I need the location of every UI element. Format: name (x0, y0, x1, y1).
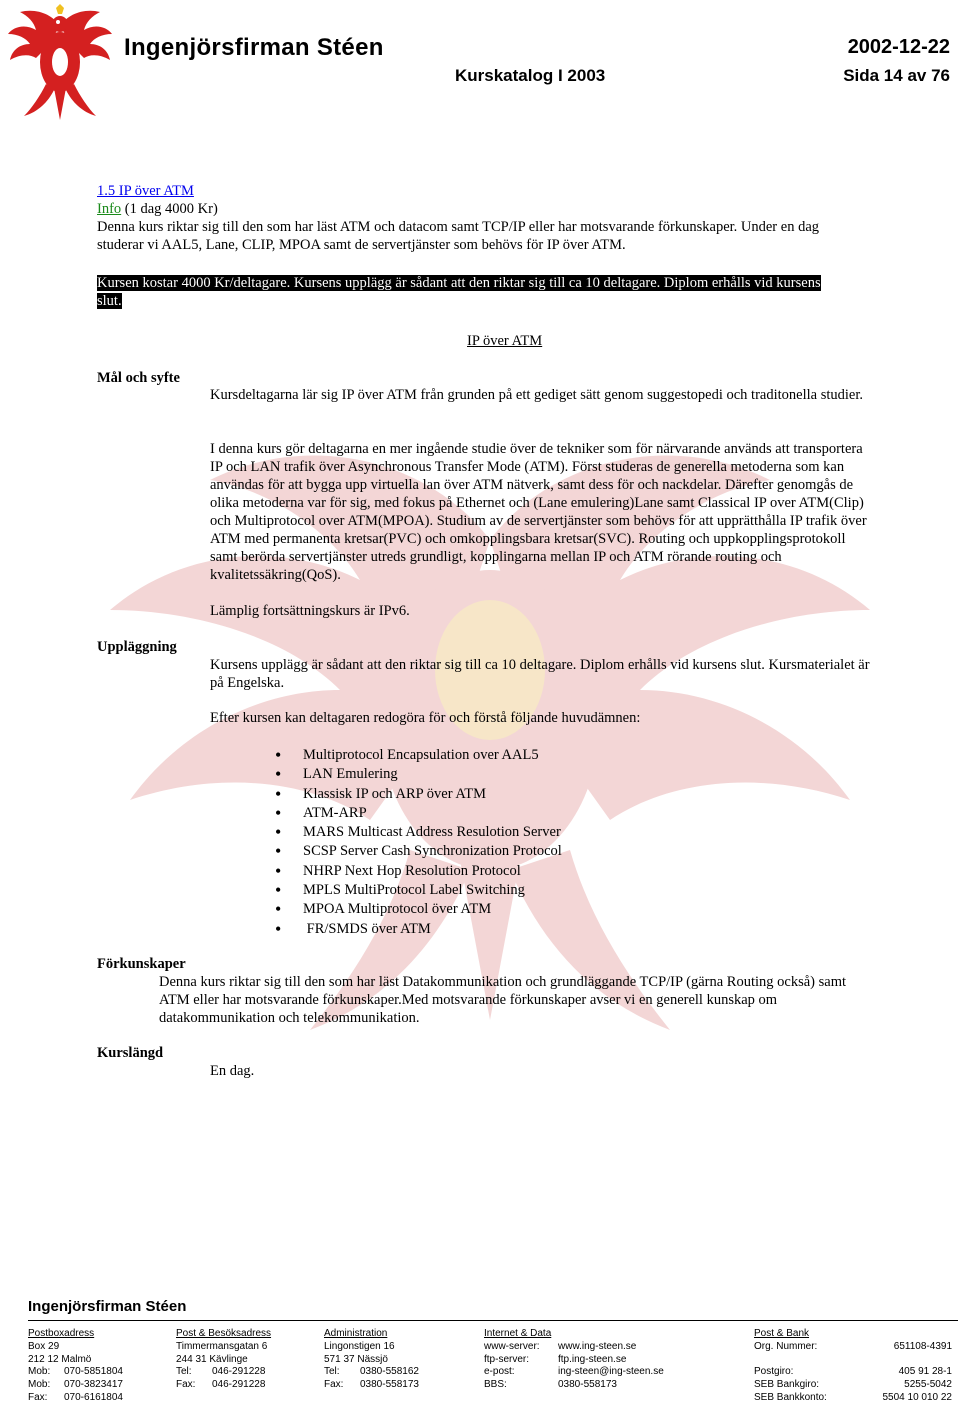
topics-list (275, 746, 562, 939)
header-date: 2002-12-22 (847, 36, 950, 58)
center-title: IP över ATM (467, 333, 543, 349)
footer-col-admin (324, 1328, 474, 1392)
footer-row: www-server: www.ing-steen.se (484, 1340, 637, 1352)
list-item: • Multiprotocol Encapsulation over AAL5 (275, 746, 562, 765)
course-title-link[interactable]: 1.5 IP över ATM (97, 183, 194, 199)
highlight-text-2: slut. (97, 293, 122, 309)
footer-row: e-post: ing-steen@ing-steen.se (484, 1366, 664, 1378)
footer-row: BBS: 0380-558173 (484, 1379, 617, 1391)
list-item: • SCSP Server Cash Synchronization Protocol (275, 842, 562, 861)
kurs-label: Kurslängd (97, 1045, 164, 1061)
footer-line: 244 31 Kävlinge (176, 1353, 248, 1365)
kurs-text: En dag. (210, 1063, 255, 1079)
footer-row: SEB Bankkonto: 5504 10 010 22 (754, 1391, 952, 1403)
eagle-logo-icon (6, 4, 114, 122)
list-item: • MPLS MultiProtocol Label Switching (275, 881, 562, 900)
upp-intro: Efter kursen kan deltagaren redogöra för och förstå följande huvudämnen: (210, 710, 641, 726)
upp-label: Uppläggning (97, 639, 177, 655)
footer-line: Timmermansgatan 6 (176, 1340, 268, 1352)
list-item: • NHRP Next Hop Resolution Protocol (275, 862, 562, 881)
footer-heading: Internet & Data (484, 1328, 552, 1339)
header-page-number: Sida 14 av 76 (843, 66, 950, 85)
list-item: • MARS Multicast Address Resulotion Server (275, 823, 562, 842)
footer-line: 212 12 Malmö (28, 1353, 92, 1365)
course-highlight-line-1 (97, 274, 821, 292)
footer-heading: Administration (324, 1328, 388, 1339)
header-catalog: Kurskatalog I 2003 (455, 66, 606, 85)
list-item: • FR/SMDS över ATM (275, 920, 562, 939)
footer-line: 571 37 Nässjö (324, 1353, 388, 1365)
mal-next-course: Lämplig fortsättningskurs är IPv6. (210, 603, 410, 619)
mal-text: Kursdeltagarna lär sig IP över ATM från grunden på ett gediget sätt genom suggestopedi och traditonella studier. (210, 387, 864, 403)
footer-row: ftp-server: ftp.ing-steen.se (484, 1353, 627, 1365)
header-company-name: Ingenjörsfirman Stéen (124, 34, 384, 61)
footer-heading: Post & Besöksadress (176, 1328, 272, 1339)
footer-company-name: Ingenjörsfirman Stéen (28, 1298, 187, 1315)
fork-text: Denna kurs riktar sig till den som har läst Datakommunikation och grundläggande TCP/IP (gärna Routing också) samt ATM eller har motsvarande förkunskaper.Med motsvarande förkunskaper avser vi en generell kunskap om datakommunikation och telekommunikation. (159, 974, 847, 1026)
footer-row: Org. Nummer: 651108-4391 (754, 1340, 952, 1352)
course-price-duration: (1 dag 4000 Kr) (121, 201, 218, 217)
list-item: • Klassisk IP och ARP över ATM (275, 785, 562, 804)
footer-row: SEB Bankgiro: 5255-5042 (754, 1379, 952, 1391)
footer-col-bank (754, 1328, 952, 1405)
course-intro-line-2: studerar vi AAL5, Lane, CLIP, MPOA samt de servertjänster som behövs för IP över ATM. (97, 237, 626, 253)
footer-row: Fax: 070-6161804 (28, 1391, 123, 1403)
footer-heading: Post & Bank (754, 1328, 810, 1339)
list-item: • MPOA Multiprotocol över ATM (275, 900, 562, 919)
footer-row: Fax: 0380-558173 (324, 1379, 419, 1391)
footer-line: Lingonstigen 16 (324, 1340, 395, 1352)
footer-row: Mob: 070-5851804 (28, 1366, 123, 1378)
course-intro-line-1: Denna kurs riktar sig till den som har läst ATM och datacom samt TCP/IP eller har motsvarande förkunskaper. Under en dag (97, 219, 820, 235)
highlight-text-1: Kursen kostar 4000 Kr/deltagare. Kursens upplägg är sådant att den riktar sig till ca 10 deltagare. Diplom erhålls vid kursens (97, 275, 821, 291)
list-item: • ATM-ARP (275, 804, 562, 823)
footer-col-postbox (28, 1328, 168, 1405)
footer-col-visit (176, 1328, 316, 1392)
footer-row: Postgiro: 405 91 28-1 (754, 1366, 952, 1378)
upp-text: Kursens upplägg är sådant att den riktar sig till ca 10 deltagare. Diplom erhålls vid kursens slut. Kursmaterialet är på Engelska. (210, 657, 870, 691)
footer-heading: Postboxadress (28, 1328, 95, 1339)
course-highlight-line-2 (97, 292, 122, 310)
list-item: • LAN Emulering (275, 765, 562, 784)
footer-spacer (754, 1354, 952, 1367)
course-info-line (97, 200, 218, 218)
mal-label: Mål och syfte (97, 370, 180, 386)
footer-row: Mob: 070-3823417 (28, 1379, 123, 1391)
course-title-line (97, 182, 194, 200)
footer-line: Box 29 (28, 1340, 60, 1352)
mal-detail: I denna kurs gör deltagarna en mer ingående studie över de tekniker som för närvarande används att transportera IP och LAN trafik över Asynchronous Transfer Mode (ATM). Först studeras de generella metoderna som kan användas för att bygga upp virtuella lan över ATM nätverk, samt dess för och nackdelar. Därefter genomgås de olika metoderna var för sig, med fokus på Ethernet och (Lane emulering)Lane samt Classical IP over ATM(Clip) och Multiprotocol over ATM(MPOA). Studium av de servertjänster som behövs för att upprätthålla IP trafik över ATM med permanenta kretsar(PVC) och omkopplingsbara kretsar(SVC). Routing och uppkopplingsprotokoll samt berörda servertjänster utreds grundligt, kopplingarna mellan IP och ATM rörande routing och kvalitetssäkring(QoS). (210, 441, 867, 583)
info-link[interactable]: Info (97, 201, 122, 217)
footer-divider (28, 1320, 958, 1321)
fork-label: Förkunskaper (97, 956, 186, 972)
footer-row: Tel: 046-291228 (176, 1366, 266, 1378)
footer-col-internet (484, 1328, 744, 1392)
footer-row: Tel: 0380-558162 (324, 1366, 419, 1378)
footer-row: Fax: 046-291228 (176, 1379, 266, 1391)
